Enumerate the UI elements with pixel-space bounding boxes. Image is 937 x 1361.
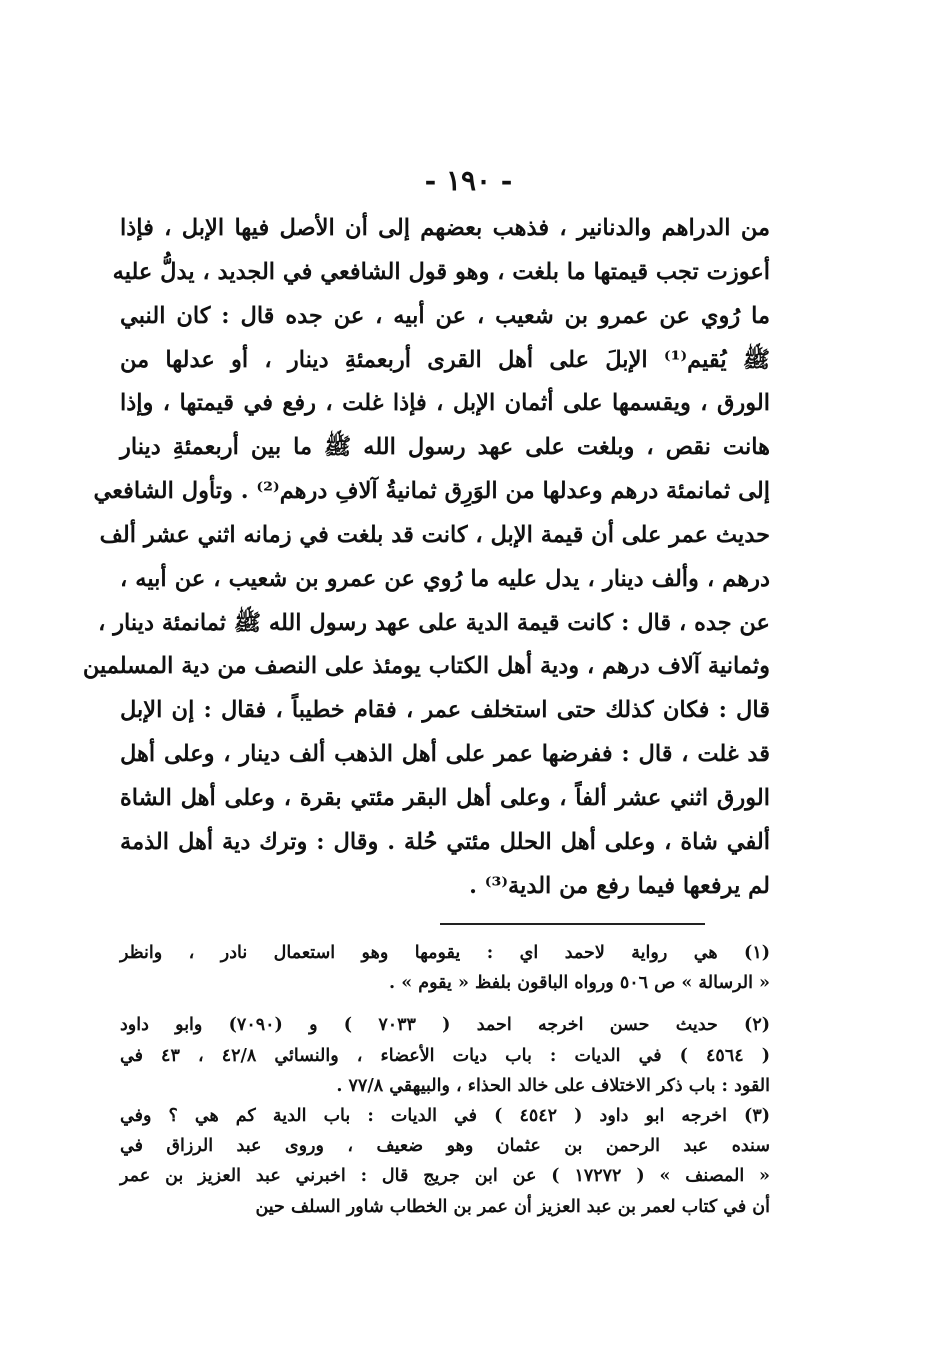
text-line: هانت نقص ، وبلغت على عهد رسول الله ﷺ ما بين أربعمئةِ دينار: [120, 434, 770, 461]
page-number: - ١٩٠ -: [424, 164, 513, 197]
text-line: قال : فكان كذلك حتى استخلف عمر ، فقام خطيباً ، فقال : إن الإبل: [120, 697, 770, 724]
footnote-separator: [440, 923, 705, 925]
text-line: عن جده ، قال : كانت قيمة الدية على عهد رسول الله ﷺ ثمانمئة دينار ،: [98, 609, 770, 636]
footnote-line: « المصنف » ( ١٧٢٧٢ ) عن ابن جريج قال : اخبرني عبد العزيز بن عمر: [120, 1166, 770, 1187]
text-line: حديث عمر على أن قيمة الإبل ، كانت قد بلغت في زمانه اثني عشر ألف: [99, 521, 770, 548]
footnote-line: « الرسالة » ص ٥٠٦ ورواه الباقون بلفظ « يقوم » .: [389, 973, 770, 994]
footnote-line: القود : باب ذكر الاختلاف على خالد الحذاء ، والبيهقي ٧٧/٨ .: [336, 1075, 770, 1096]
footnote-line: أن في كتاب لعمر بن عبد العزيز أن عمر بن الخطاب شاور السلف حين: [255, 1196, 770, 1217]
main-text: [82, 207, 771, 909]
text-line: درهم ، وألف دينار ، يدل عليه ما رُوي عن عمرو بن شعيب ، عن أبيه ،: [120, 565, 770, 592]
footnote-2: [120, 1010, 770, 1101]
footnote-line: ( ٤٥٦٤ ) في الديات : باب ديات الأعضاء ، والنسائي ٤٢/٨ ، ٤٣ في: [120, 1045, 771, 1066]
text-line: وثمانية آلاف درهم ، ودية أهل الكتاب يومئذ على النصف من دية المسلمين: [82, 653, 770, 680]
text-line: ﷺ يُقيم⁽¹⁾ الإبلَ على أهل القرى أربعمئةِ دينار ، أو عدلها من: [120, 346, 771, 373]
footnote-line: (٣) اخرجه ابو داود ( ٤٥٤٢ ) في الديات : باب الدية كم هي ؟ وفي: [120, 1105, 770, 1126]
text-line: الورق اثني عشر ألفاً ، وعلى أهل البقر مئتي بقرة ، وعلى أهل الشاة: [120, 784, 770, 811]
text-line: من الدراهم والدنانير ، فذهب بعضهم إلى أن الأصل فيها الإبل ، فإذا: [120, 215, 770, 241]
text-line: أعوزت تجب قيمتها ما بلغت ، وهو قول الشافعي في الجديد ، يدلُّ عليه: [112, 258, 770, 285]
footnote-gap: [120, 998, 770, 1010]
footnote-3: [120, 1101, 770, 1222]
text-line: قد غلت ، قال : ففرضها عمر على أهل الذهب ألف دينار ، وعلى أهل: [120, 741, 770, 768]
text-line: الورق ، ويقسمها على أثمان الإبل ، فإذا غلت ، رفع في قيمتها ، وإذا: [120, 390, 770, 417]
footnote-line: سنده عبد الرحمن بن عثمان وهو ضعيف ، وروى عبد الرزاق في: [120, 1136, 770, 1157]
footnote-1: [120, 938, 770, 998]
footnote-line: (٢) حديث حسن اخرجه احمد ( ٧٠٣٣ ) و (٧٠٩٠) وابو داود: [120, 1015, 771, 1036]
text-line: إلى ثمانمئة درهم وعدلها من الوَرِق ثمانيةُ آلافِ درهم⁽²⁾ . وتأول الشافعي: [93, 478, 770, 505]
footnotes: [120, 938, 770, 1222]
footnote-line: (١) هي رواية لاحمد اي : يقومها وهو استعمال نادر ، وانظر: [120, 943, 770, 963]
text-line: ألفي شاة ، وعلى أهل الحلل مئتي حُلة . وقال : وترك دية أهل الذمة: [120, 828, 770, 855]
text-line: ما رُوي عن عمرو بن شعيب ، عن أبيه ، عن جده قال : كان النبي: [120, 302, 770, 329]
text-line: لم يرفعها فيما رفع من الدية⁽³⁾ .: [469, 872, 770, 899]
